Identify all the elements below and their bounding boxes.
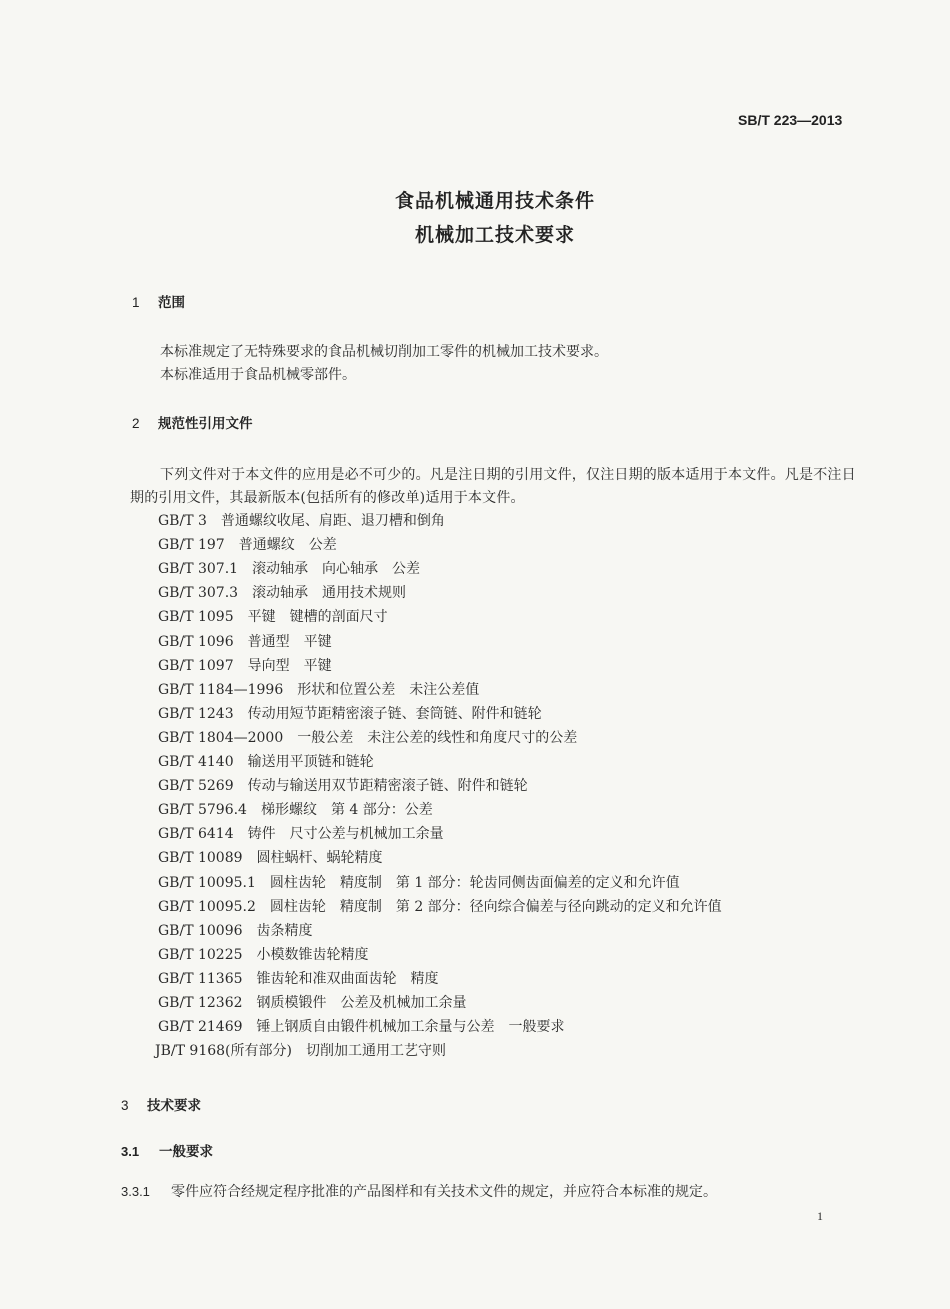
document-subtitle: 机械加工技术要求 [414, 224, 575, 246]
reference-code: GB/T 10095.2 [158, 898, 256, 915]
subsection-title: 一般要求 [159, 1144, 213, 1160]
reference-code: GB/T 5269 [158, 778, 234, 795]
reference-title: 齿条精度 [256, 922, 313, 939]
reference-item [158, 751, 374, 771]
reference-code: GB/T 4140 [158, 754, 234, 770]
reference-code: GB/T 1184—1996 [158, 681, 284, 698]
references-intro: 下列文件对于本文件的应用是必不可少的。凡是注日期的引用文件，仅注日期的版本适用于本文件。凡是不注日期的引用文件，其最新版本(包括所有的修改单)适用于本文件。 [130, 467, 856, 506]
reference-title: 普通螺纹 公差 [238, 537, 337, 554]
section-number: 3 [121, 1098, 129, 1113]
section-number: 1 [132, 295, 140, 310]
reference-code: GB/T 10095.1 [158, 874, 256, 891]
reference-item [158, 510, 445, 530]
section-1-heading [132, 291, 185, 311]
section-title: 技术要求 [147, 1098, 201, 1114]
reference-title: 传动用短节距精密滚子链、套筒链、附件和链轮 [247, 705, 542, 722]
reference-title: 圆柱齿轮 精度制 第 1 部分：轮齿同侧齿面偏差的定义和允许值 [269, 874, 680, 891]
reference-code: GB/T 307.3 [158, 585, 239, 602]
clause-text: 零件应符合经规定程序批准的产品图样和有关技术文件的规定，并应符合本标准的规定。 [171, 1184, 717, 1200]
reference-title: 普通型 平键 [247, 633, 332, 650]
page-number: 1 [817, 1209, 823, 1223]
reference-code: GB/T 3 [158, 513, 207, 529]
reference-title: 小模数锥齿轮精度 [256, 946, 369, 963]
reference-item [158, 992, 467, 1012]
section-title: 规范性引用文件 [158, 416, 253, 432]
reference-code: GB/T 6414 [158, 826, 234, 843]
reference-title: 铸件 尺寸公差与机械加工余量 [247, 826, 444, 843]
reference-code: GB/T 5796.4 [158, 802, 247, 819]
reference-title: 梯形螺纹 第 4 部分：公差 [260, 802, 433, 819]
reference-title: 普通螺纹收尾、肩距、退刀槽和倒角 [220, 513, 445, 529]
reference-code: GB/T 1096 [158, 633, 234, 650]
section-2-heading [132, 412, 253, 432]
standard-code: SB/T 223—2013 [738, 112, 843, 128]
reference-title: 平键 键槽的剖面尺寸 [247, 609, 388, 626]
reference-code: GB/T 1095 [158, 609, 234, 626]
reference-code: GB/T 10089 [158, 850, 243, 867]
reference-item [158, 799, 433, 819]
reference-title: 形状和位置公差 未注公差值 [297, 681, 480, 698]
reference-item [158, 727, 577, 747]
reference-title: 圆柱齿轮 精度制 第 2 部分：径向综合偏差与径向跳动的定义和允许值 [269, 898, 722, 915]
reference-code: GB/T 1097 [158, 657, 234, 674]
reference-item [158, 823, 444, 843]
reference-title: 滚动轴承 通用技术规则 [252, 585, 407, 602]
document-title: 食品机械通用技术条件 [394, 190, 595, 212]
reference-title: 锤上钢质自由锻件机械加工余量与公差 一般要求 [256, 1019, 565, 1036]
reference-item [158, 1016, 565, 1036]
reference-code: GB/T 10096 [158, 922, 243, 939]
reference-title: 钢质模锻件 公差及机械加工余量 [256, 995, 467, 1011]
section-title: 范围 [158, 295, 185, 311]
reference-code: GB/T 307.1 [158, 561, 239, 578]
reference-title: 圆柱蜗杆、蜗轮精度 [256, 850, 383, 867]
reference-title: 传动与输送用双节距精密滚子链、附件和链轮 [247, 778, 528, 795]
clause-number: 3.3.1 [121, 1184, 150, 1199]
section-3-heading [121, 1094, 201, 1114]
reference-item [158, 775, 528, 795]
reference-item [158, 847, 383, 867]
reference-item [158, 968, 439, 988]
reference-item [158, 703, 542, 723]
reference-code: GB/T 10225 [158, 946, 243, 963]
subsection-number: 3.1 [121, 1144, 140, 1159]
reference-item [158, 944, 369, 964]
reference-title: 导向型 平键 [247, 657, 332, 674]
clause-3-3-1 [121, 1180, 717, 1204]
reference-item [158, 920, 313, 940]
reference-title: 切削加工通用工艺守则 [305, 1043, 446, 1060]
scope-paragraph-1: 本标准规定了无特殊要求的食品机械切削加工零件的机械加工技术要求。 [160, 344, 608, 360]
reference-code: GB/T 1243 [158, 705, 234, 722]
reference-code: GB/T 1804—2000 [158, 729, 284, 746]
reference-item [158, 534, 337, 554]
reference-code: GB/T 11365 [158, 970, 243, 987]
section-number: 2 [132, 416, 140, 431]
reference-item [158, 606, 388, 626]
reference-item [158, 896, 722, 916]
reference-item [158, 631, 332, 651]
scope-paragraph-2: 本标准适用于食品机械零部件。 [160, 367, 356, 383]
reference-item [158, 872, 680, 892]
reference-code: JB/T 9168(所有部分) [155, 1043, 292, 1060]
reference-item [158, 679, 479, 699]
reference-item [158, 655, 332, 675]
reference-item [155, 1040, 446, 1060]
reference-title: 滚动轴承 向心轴承 公差 [252, 561, 421, 578]
reference-code: GB/T 21469 [158, 1019, 243, 1036]
reference-title: 锥齿轮和准双曲面齿轮 精度 [256, 970, 439, 987]
reference-code: GB/T 197 [158, 537, 225, 554]
reference-title: 输送用平顶链和链轮 [247, 754, 374, 770]
reference-title: 一般公差 未注公差的线性和角度尺寸的公差 [297, 729, 578, 746]
reference-code: GB/T 12362 [158, 995, 243, 1011]
reference-item [158, 558, 420, 578]
subsection-3-1-heading [121, 1140, 213, 1160]
reference-item [158, 582, 406, 602]
